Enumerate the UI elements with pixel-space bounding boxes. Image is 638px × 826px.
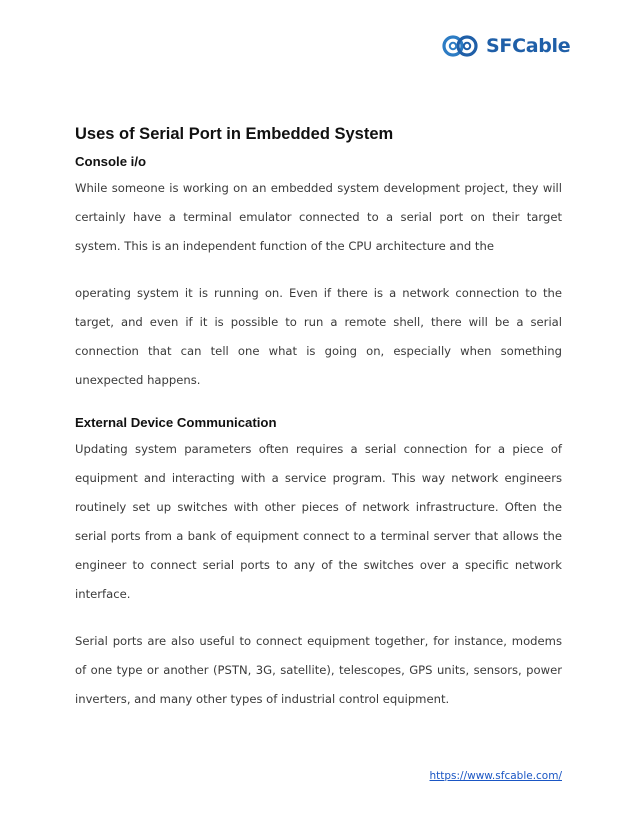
paragraph: Updating system parameters often requires a serial connection for a piece of equipment and interacting with a service program. This way network engineers routinely set up switches with other pieces of network infrastructure. Often the serial ports from a bank of equipment connect to a terminal server that allows the engineer to connect serial ports to any of the switches over a specific network interface.: [75, 442, 562, 601]
section-heading-console: Console i/o: [75, 154, 147, 169]
page-title: Uses of Serial Port in Embedded System: [75, 125, 394, 143]
footer-website-link[interactable]: https://www.sfcable.com/: [429, 770, 562, 782]
paragraph: operating system it is running on. Even if there is a network connection to the target, and even if it is possible to run a remote shell, there will be a serial connection that can tell one what is going on, especially when something unexpected happens.: [75, 286, 562, 387]
section-heading-external-device: External Device Communication: [75, 415, 277, 430]
article-body: [75, 123, 562, 714]
paragraph: While someone is working on an embedded system development project, they will certainly have a terminal emulator connected to a serial port on their target system. This is an independent function of the CPU architecture and the: [75, 181, 562, 253]
paragraph: Serial ports are also useful to connect equipment together, for instance, modems of one type or another (PSTN, 3G, satellite), telescopes, GPS units, sensors, power inverters, and many other types of industrial control equipment.: [75, 634, 562, 706]
linked-rings-icon: [441, 33, 481, 59]
logo-text: SFCable: [486, 34, 571, 57]
brand-logo[interactable]: [441, 33, 570, 59]
